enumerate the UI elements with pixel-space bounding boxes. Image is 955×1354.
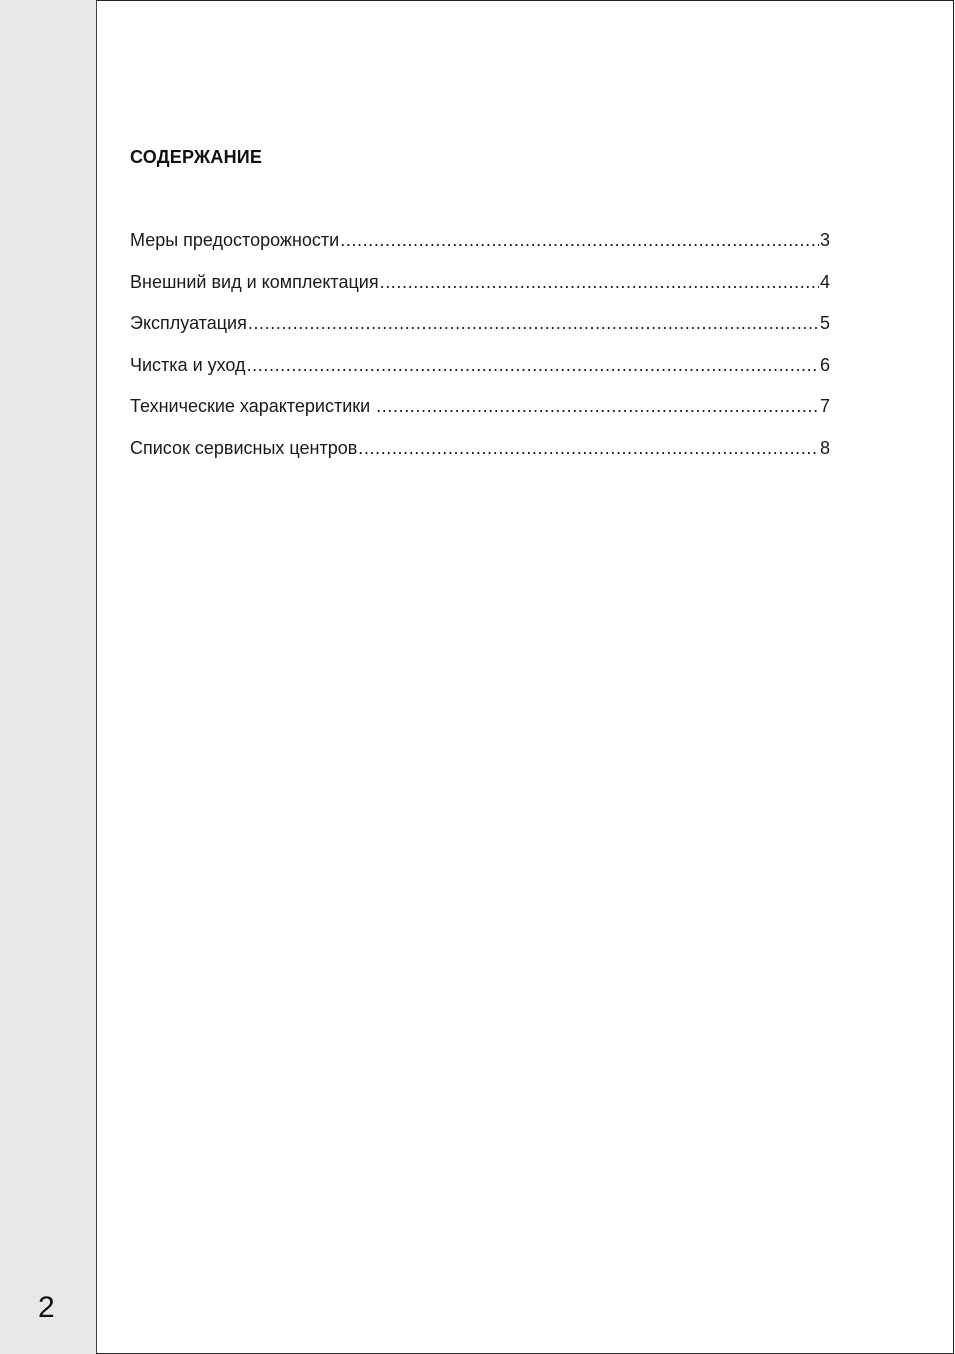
toc-entry-page: 8 bbox=[819, 437, 830, 458]
toc-entry-label: Эксплуатация bbox=[130, 313, 247, 333]
toc-dot-leader bbox=[248, 311, 819, 335]
toc-dot-leader bbox=[340, 228, 819, 252]
toc-entry-label: Меры предосторожности bbox=[130, 230, 340, 250]
toc-entry-specifications[interactable] bbox=[130, 394, 830, 436]
toc-entry-page: 4 bbox=[819, 271, 830, 292]
toc-entry-page: 3 bbox=[819, 230, 830, 250]
page-number: 2 bbox=[38, 1291, 55, 1324]
toc-entry-service-centers[interactable] bbox=[130, 436, 830, 478]
toc-entry-operation[interactable] bbox=[130, 311, 830, 353]
toc-entry-page: 6 bbox=[819, 354, 830, 375]
toc-entry-label: Список сервисных центров bbox=[130, 437, 358, 458]
toc-dot-leader bbox=[380, 270, 819, 294]
toc-dot-leader bbox=[247, 353, 819, 377]
toc-entry-label: Технические характеристики bbox=[130, 396, 376, 416]
toc-entry-page: 5 bbox=[819, 313, 830, 333]
toc-dot-leader bbox=[376, 394, 819, 418]
toc-dot-leader bbox=[358, 436, 819, 460]
toc-entry-safety[interactable] bbox=[130, 228, 830, 270]
page-side-strip bbox=[0, 0, 96, 1354]
table-of-contents bbox=[130, 228, 830, 477]
toc-entry-label: Внешний вид и комплектация bbox=[130, 271, 379, 292]
page-frame bbox=[96, 0, 954, 1354]
toc-entry-appearance[interactable] bbox=[130, 270, 830, 312]
toc-entry-page: 7 bbox=[819, 396, 830, 416]
toc-title: СОДЕРЖАНИЕ bbox=[130, 147, 263, 167]
toc-entry-label: Чистка и уход bbox=[130, 354, 246, 375]
toc-entry-cleaning[interactable] bbox=[130, 353, 830, 395]
